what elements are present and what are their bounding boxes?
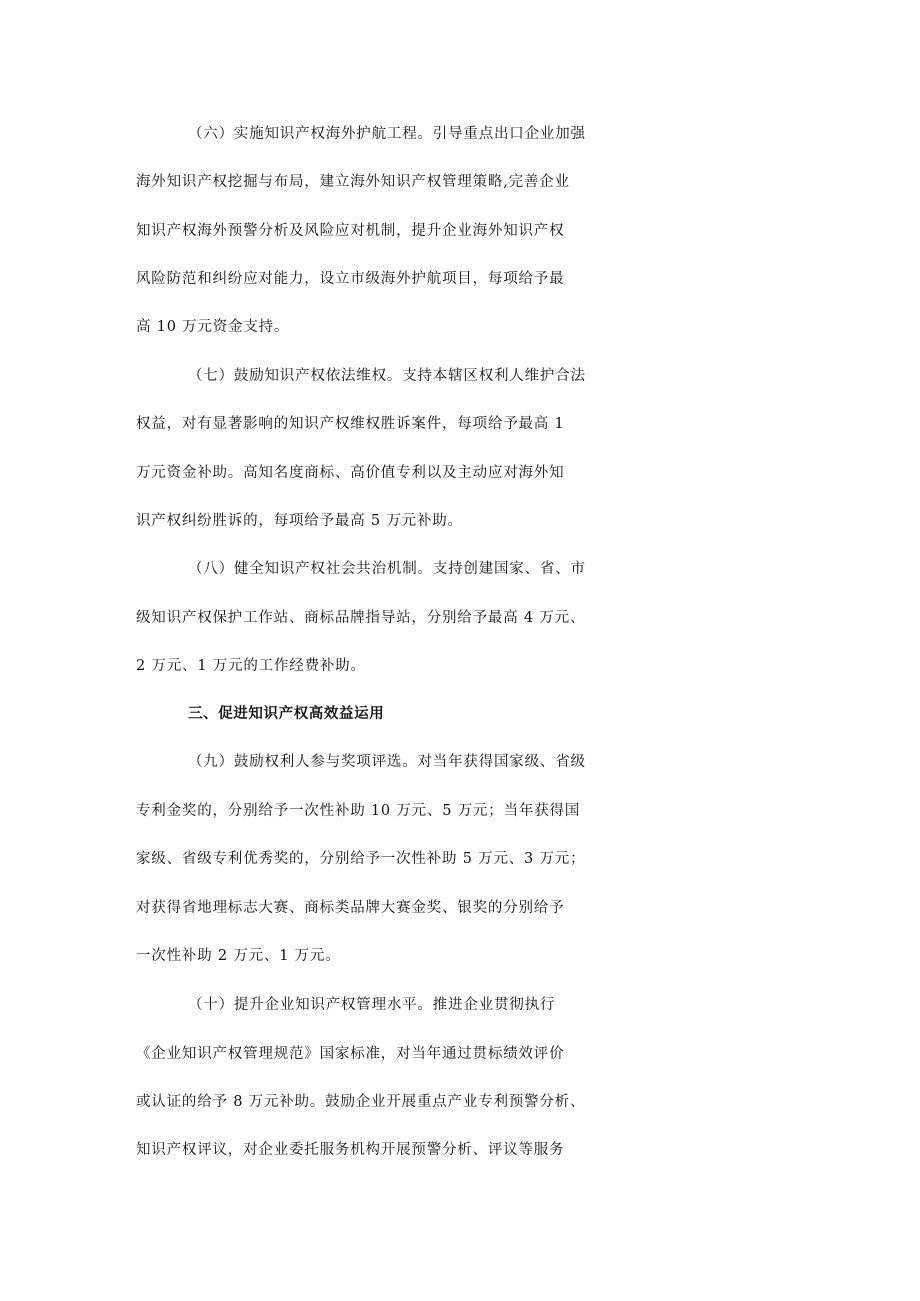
- text-line: 《企业知识产权管理规范》国家标准，对当年通过贯标绩效评价: [136, 1046, 565, 1062]
- text-line: （八）健全知识产权社会共治机制。支持创建国家、省、市: [188, 561, 586, 577]
- text-line: 万元资金补助。高知名度商标、高价值专利以及主动应对海外知: [136, 465, 565, 481]
- text-line: 或认证的给予 8 万元补助。鼓励企业开展重点产业专利预警分析、: [136, 1094, 586, 1110]
- text-line: 识产权纠纷胜诉的，每项给予最高 5 万元补助。: [136, 513, 463, 529]
- text-line: 级知识产权保护工作站、商标品牌指导站，分别给予最高 4 万元、: [136, 610, 586, 626]
- text-line: （九）鼓励权利人参与奖项评选。对当年获得国家级、省级: [188, 754, 586, 770]
- text-line: 高 10 万元资金支持。: [136, 319, 290, 335]
- text-line: （十）提升企业知识产权管理水平。推进企业贯彻执行: [188, 997, 556, 1013]
- text-line: 对获得省地理标志大赛、商标类品牌大赛金奖、银奖的分别给予: [136, 900, 565, 916]
- text-line: 知识产权评议，对企业委托服务机构开展预警分析、评议等服务: [136, 1142, 565, 1158]
- text-line: 权益，对有显著影响的知识产权维权胜诉案件，每项给予最高 1: [136, 416, 565, 432]
- section-heading: 三、促进知识产权高效益运用: [188, 706, 385, 722]
- text-line: 2 万元、1 万元的工作经费补助。: [136, 658, 366, 674]
- text-line: 专利金奖的，分别给予一次性补助 10 万元、5 万元；当年获得国: [136, 803, 581, 819]
- text-line: 风险防范和纠纷应对能力，设立市级海外护航项目，每项给予最: [136, 271, 565, 287]
- text-line: 知识产权海外预警分析及风险应对机制，提升企业海外知识产权: [136, 223, 565, 239]
- text-line: 海外知识产权挖掘与布局，建立海外知识产权管理策略,完善企业: [136, 174, 570, 190]
- text-line: （六）实施知识产权海外护航工程。引导重点出口企业加强: [188, 126, 586, 142]
- text-line: 家级、省级专利优秀奖的，分别给予一次性补助 5 万元、3 万元；: [136, 851, 586, 867]
- text-line: （七）鼓励知识产权依法维权。支持本辖区权利人维护合法: [188, 368, 586, 384]
- text-line: 一次性补助 2 万元、1 万元。: [136, 948, 341, 964]
